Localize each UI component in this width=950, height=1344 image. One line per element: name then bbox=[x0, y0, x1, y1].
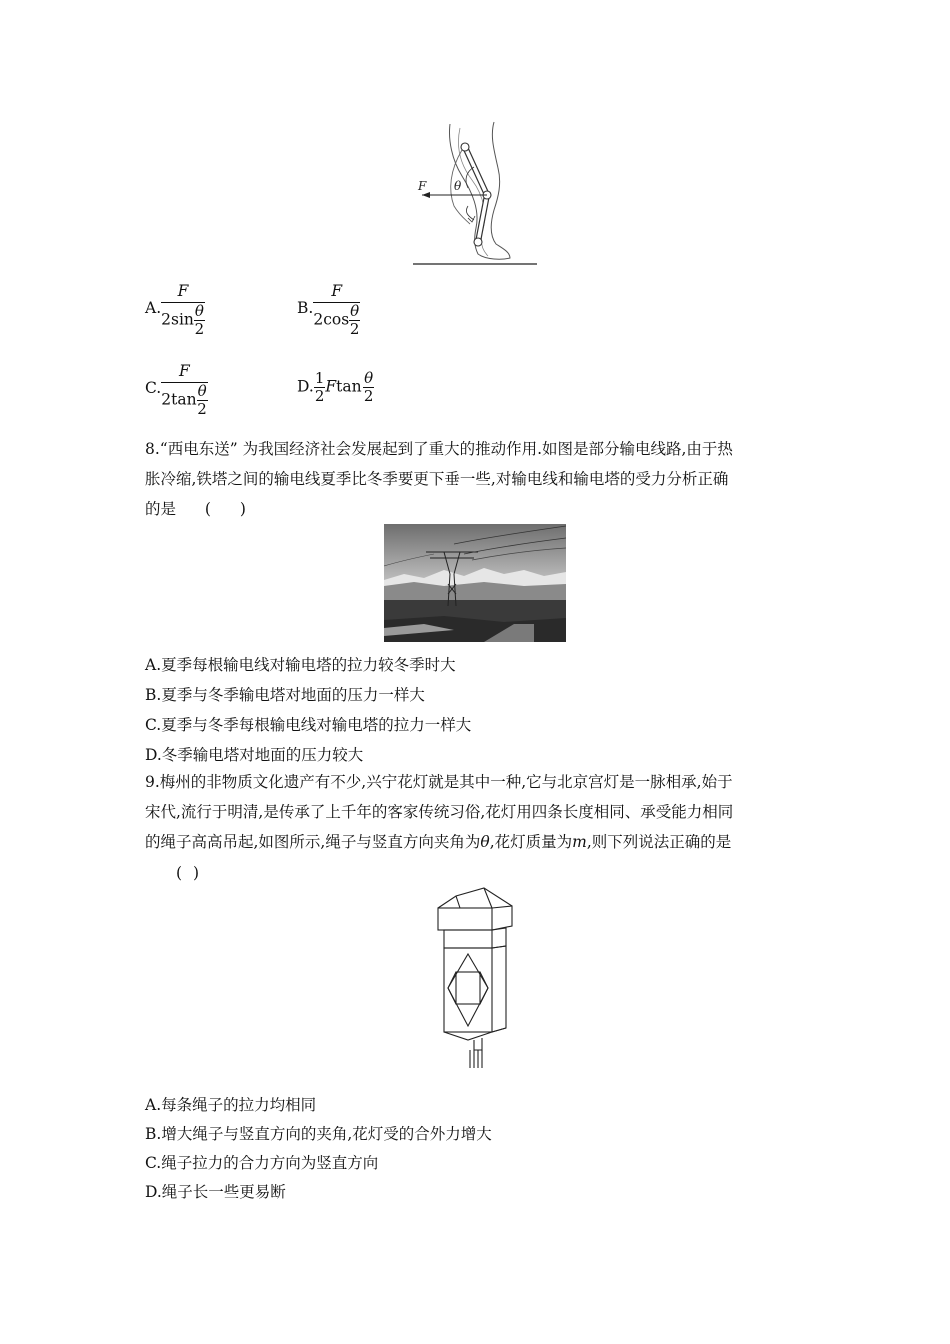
q8-stem-line-3: 的是 ( ) bbox=[145, 500, 246, 518]
q7-option-c: C. F 2tan $\frac{\theta}{2}$ bbox=[145, 362, 207, 418]
q8-stem-line-1: 8.“西电东送” 为我国经济社会发展起到了重大的推动作用.如图是部分输电线路,由于热 bbox=[145, 440, 733, 458]
q9-option-a: A.每条绳子的拉力均相同 bbox=[145, 1096, 317, 1114]
q7-option-a: A. F 2sin $\frac{\theta}{2}$ bbox=[145, 282, 205, 338]
q7-option-d: D. $\frac{1}{2}$ Ftan $\frac{\theta}{2}$ bbox=[297, 369, 374, 405]
q9-option-d: D.绳子长一些更易断 bbox=[145, 1183, 286, 1201]
q7-option-b: B. F 2cos $\frac{\theta}{2}$ bbox=[297, 282, 360, 338]
q8-option-d: D.冬季输电塔对地面的压力较大 bbox=[145, 746, 364, 764]
q9-stem-line-3: 的绳子高高吊起,如图所示,绳子与竖直方向夹角为θ,花灯质量为m,则下列说法正确的是 bbox=[145, 833, 732, 851]
q9-option-c: C.绳子拉力的合力方向为竖直方向 bbox=[145, 1154, 379, 1172]
power-tower-photo bbox=[384, 524, 566, 642]
q8-option-a: A.夏季每根输电线对输电塔的拉力较冬季时大 bbox=[145, 656, 456, 674]
leg-force-figure bbox=[410, 120, 540, 270]
q8-option-c: C.夏季与冬季每根输电线对输电塔的拉力一样大 bbox=[145, 716, 472, 734]
lantern-figure bbox=[430, 880, 520, 1072]
force-label: F bbox=[418, 179, 427, 193]
q8-option-b: B.夏季与冬季输电塔对地面的压力一样大 bbox=[145, 686, 425, 704]
q9-option-b: B.增大绳子与竖直方向的夹角,花灯受的合外力增大 bbox=[145, 1125, 492, 1143]
q8-stem-line-2: 胀冷缩,铁塔之间的输电线夏季比冬季要更下垂一些,对输电线和输电塔的受力分析正确 bbox=[145, 470, 729, 488]
q9-stem-line-1: 9.梅州的非物质文化遗产有不少,兴宁花灯就是其中一种,它与北京宫灯是一脉相承,始于 bbox=[145, 773, 733, 791]
q9-stem-line-2: 宋代,流行于明清,是传承了上千年的客家传统习俗,花灯用四条长度相同、承受能力相同 bbox=[145, 803, 734, 821]
q9-stem-line-4: ( ) bbox=[176, 864, 200, 882]
angle-label: θ bbox=[454, 179, 462, 193]
